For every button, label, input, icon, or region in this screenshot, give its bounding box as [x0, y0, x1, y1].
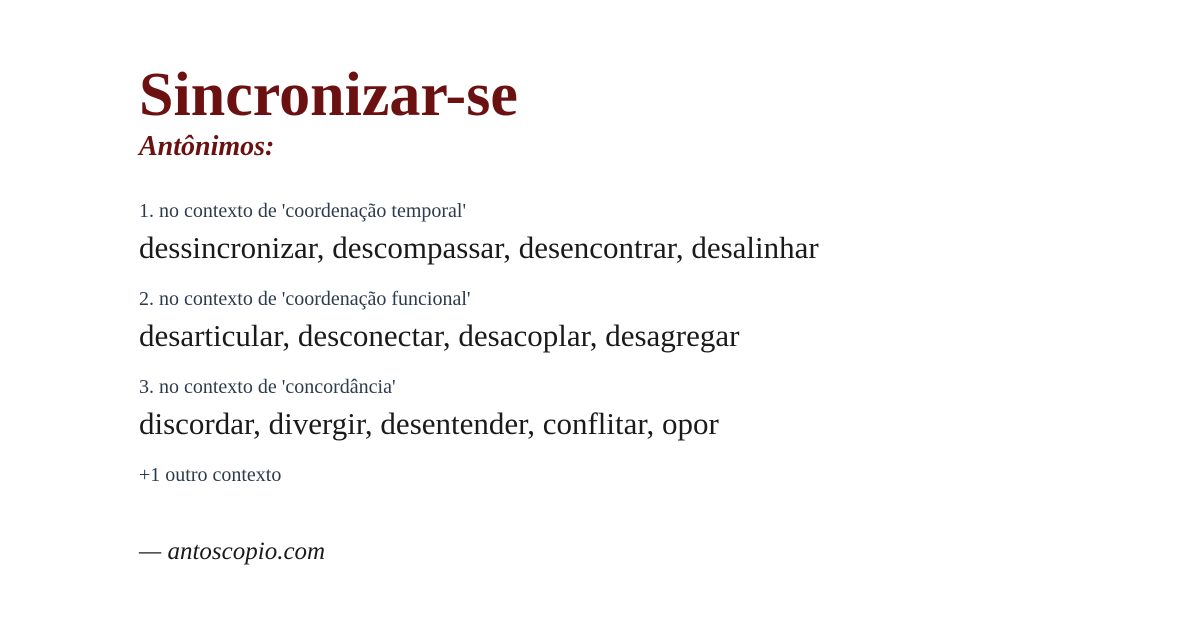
senses-list	[139, 198, 1160, 446]
sense-antonyms-text: discordar, divergir, desentender, conflitar, opor	[139, 406, 719, 441]
sense-antonyms-text: desarticular, desconectar, desacoplar, desagregar	[139, 318, 740, 353]
sense-antonyms-text: dessincronizar, descompassar, desencontrar, desalinhar	[139, 230, 819, 265]
sense-context-label: 3. no contexto de 'concordância'	[139, 376, 396, 398]
sense-context-label: 2. no contexto de 'coordenação funcional'	[139, 288, 471, 310]
page-title: Sincronizar-se	[139, 61, 518, 129]
antonyms-heading: Antônimos:	[139, 131, 275, 162]
sense-item-2	[139, 286, 1160, 358]
sense-context-label: 1. no contexto de 'coordenação temporal'	[139, 200, 467, 222]
more-contexts-link[interactable]: +1 outro contexto	[139, 464, 282, 486]
sense-item-3	[139, 374, 1160, 446]
source-attribution: — antoscopio.com	[139, 538, 326, 565]
sense-item-1	[139, 198, 1160, 270]
